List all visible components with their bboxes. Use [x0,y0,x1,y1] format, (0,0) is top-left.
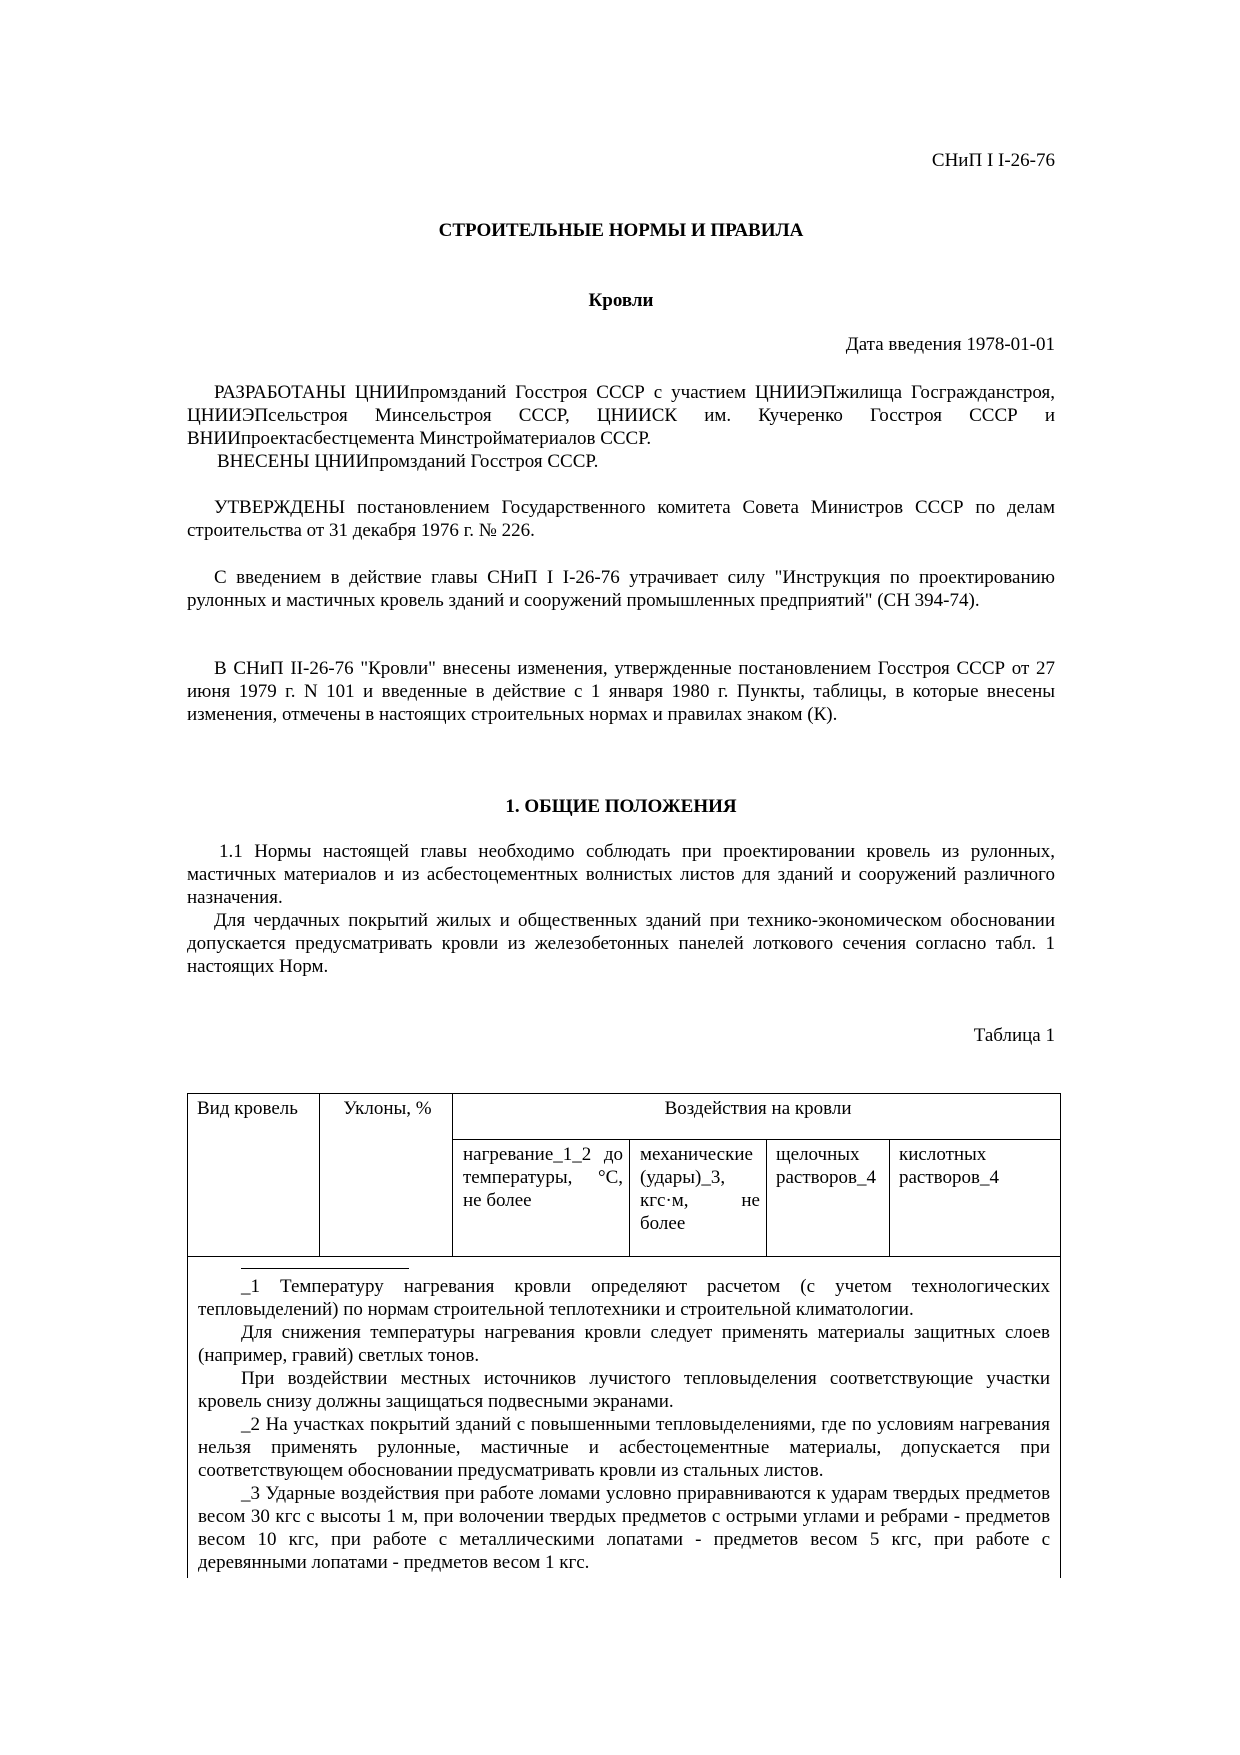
effective-date: Дата введения 1978-01-01 [845,334,1055,355]
section-heading: 1. ОБЩИЕ ПОЛОЖЕНИЯ [505,796,737,817]
section-1-text [187,840,1055,978]
subheader-mechanical: механические (удары)_3, кгс·м, не более [630,1140,767,1257]
intro-submitted: ВНЕСЕНЫ ЦНИИпромзданий Госстроя СССР. [217,451,599,472]
document-code: СНиП I I-26-76 [931,150,1055,171]
footnote-1: _1 Температуру нагревания кровли определяют расчетом (с учетом технологических тепловыделений) по нормам строительной теплотехники и строительной климатологии. [198,1276,1051,1320]
subheader-alkaline: щелочных растворов_4 [767,1140,890,1257]
footnote-1-para-2: Для снижения температуры нагревания кровли следует применять материалы защитных слоев (например, гравий) светлых тонов. [198,1322,1051,1366]
col-header-slopes: Уклоны, % [320,1094,453,1257]
intro-changes: В СНиП II-26-76 "Кровли" внесены изменения, утвержденные постановлением Госстроя СССР от 27 июня 1979 г. N 101 и введенные в действие с 1 января 1980 г. Пункты, таблицы, в которые внесены изменения, отмечены в настоящих строительных нормах и правилах знаком (К). [187,658,1055,725]
intro-cancellation: С введением в действие главы СНиП I I-26-76 утрачивает силу "Инструкция по проектированию рулонных и мастичных кровель зданий и сооружений промышленных предприятий" (СН 394-74). [187,567,1055,611]
intro-developed: РАЗРАБОТАНЫ ЦНИИпромзданий Госстроя СССР с участием ЦНИИЭПжилища Госгражданстроя, ЦНИИЭПсельстроя Минсельстроя СССР, ЦНИИСК им. Кучеренко Госстроя СССР и ВНИИпроектасбестцемента Минстройматериалов СССР. [187,382,1055,449]
col-header-roof-type: Вид кровель [188,1094,320,1257]
subheader-heating: нагревание_1_2 до температуры, °С, не более [453,1140,630,1257]
footnote-1-para-3: При воздействии местных источников лучистого тепловыделения соответствующие участки кровель снизу должны защищаться подвесными экранами. [198,1368,1051,1412]
col-header-effects: Воздействия на кровли [453,1094,1061,1140]
table-1 [187,1093,1061,1578]
clause-1-1-para-2: Для чердачных покрытий жилых и общественных зданий при технико-экономическом обосновании допускается предусматривать кровли из железобетонных панелей лоткового сечения согласно табл. 1 настоящих Норм. [187,910,1055,977]
footnotes [198,1275,1050,1574]
table-caption: Таблица 1 [973,1025,1055,1046]
table-footnotes-row [188,1257,1061,1579]
clause-1-1: 1.1 Нормы настоящей главы необходимо соблюдать при проектировании кровель из рулонных, мастичных материалов и из асбестоцементных волнистых листов для зданий и сооружений различного назначения. [187,841,1055,908]
document-title: СТРОИТЕЛЬНЫЕ НОРМЫ И ПРАВИЛА [438,220,804,241]
footnote-3: _3 Ударные воздействия при работе ломами условно приравниваются к ударам твердых предметов весом 30 кгс с высоты 1 м, при волочении твердых предметов с острыми углами и ребрами - предметов весом 10 кгс, при работе с металлическими лопатами - предметов весом 5 кгс, при работе с деревянными лопатами - предметов весом 1 кгс. [198,1483,1051,1573]
intro-developed-block [187,381,1055,473]
document-subtitle: Кровли [588,290,654,311]
table-header-row [188,1094,1061,1140]
table-footnotes-cell [188,1257,1061,1579]
footnote-2: _2 На участках покрытий зданий с повышенными тепловыделениями, где по условиям нагревания нельзя применять рулонные, мастичные и асбестоцементные материалы, допускается при соответствующем обосновании предусматривать кровли из стальных листов. [198,1414,1051,1481]
intro-approved: УТВЕРЖДЕНЫ постановлением Государственного комитета Совета Министров СССР по делам строительства от 31 декабря 1976 г. № 226. [187,497,1055,541]
footnote-divider [241,1268,409,1275]
subheader-acid: кислотных растворов_4 [890,1140,1061,1257]
